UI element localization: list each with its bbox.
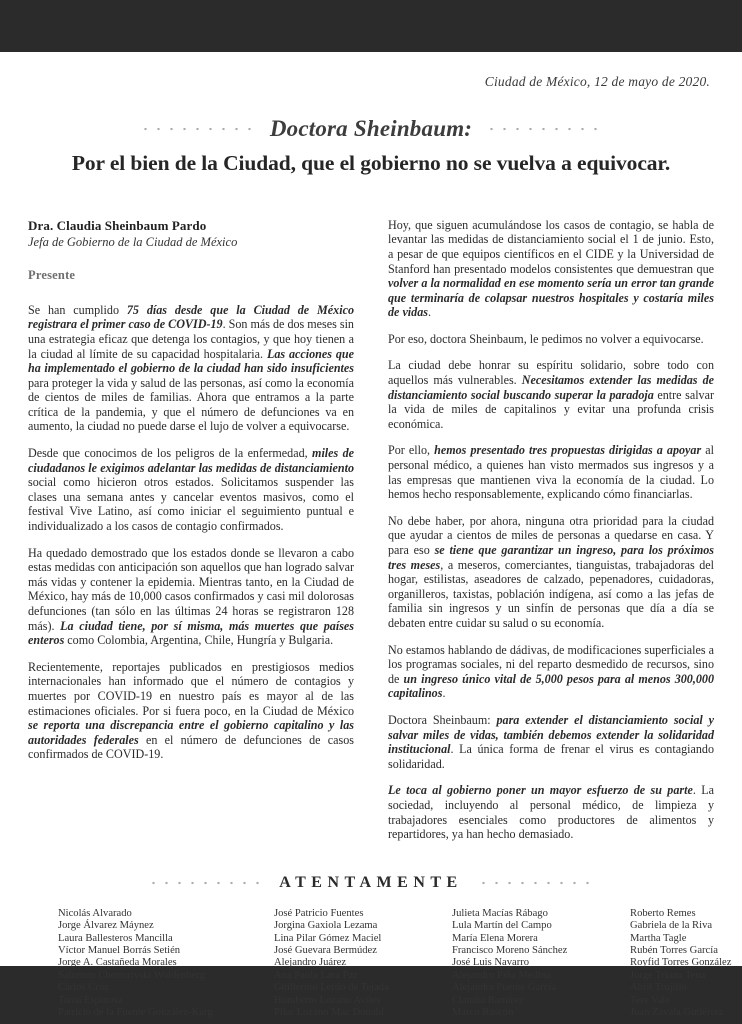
- signer-name: Víctor Manuel Borrás Setién: [58, 944, 181, 956]
- headline-block: [28, 116, 714, 176]
- plain-text: social como hicieron otros estados. Solicitamos suspender las clases una semana antes y cancelar eventos masivos, como el festival Vive Latino, así como iniciar el seguimiento puntual e individualizado a los casos de contagio confirmados.: [28, 475, 354, 534]
- signer-name: Abril Trujillo: [630, 982, 687, 994]
- body-paragraph: [388, 514, 714, 631]
- right-column: [388, 218, 714, 854]
- plain-text: al personal médico, a quienes han visto mermados sus ingresos y a las empresas que mantienen viva la economía de la ciudad. Lo hemos hecho responsablemente, explicando cómo financiarlas.: [388, 443, 714, 502]
- emphasis-text: volver a la normalidad en ese momento sería un error tan grande que terminaría de colapsar nuestros hospitales y costaría miles de vidas: [388, 276, 714, 320]
- plain-text: Desde que conocimos de los peligros de la enfermedad,: [28, 446, 313, 461]
- emphasis-text: se tiene que garantizar un ingreso, para los próximos tres meses: [388, 543, 714, 572]
- signer-name: Claudia Ramírez: [452, 994, 524, 1006]
- signers-block: [28, 907, 732, 1020]
- plain-text: Hoy, que siguen acumulándose los casos de contagio, se habla de levantar las medidas de distanciamiento social el 1 de junio. Esto, a pesar de que equipos científicos en el CIDE y la Universidad de Stanford han presentado modelos consistentes que demuestran que: [388, 217, 714, 276]
- signers-column-1: [42, 908, 264, 1020]
- body-columns: [28, 218, 714, 854]
- signer-name: Alejandra Puente García: [452, 982, 557, 994]
- plain-text: Recientemente, reportajes publicados en prestigiosos medios internacionales han informado que el número de contagios y muertes por COVID-19 en nuestro país es mayor al de las estimaciones oficiales. Por si fuera poco, en la Ciudad de México: [28, 659, 354, 718]
- plain-text: . Son más de dos meses sin una estrategia eficaz que detenga los contagios, y que hoy tienen a la ciudad al límite de su capacidad hospitalaria.: [28, 317, 354, 361]
- emphasis-text: hemos presentado tres propuestas dirigidas a apoyar: [434, 443, 702, 458]
- emphasis-text: Le toca al gobierno poner un mayor esfuerzo de su parte: [388, 783, 693, 798]
- closing-heading-row: [28, 874, 714, 892]
- emphasis-text: un ingreso único vital de 5,000 pesos para al menos 300,000 capitalinos: [388, 671, 714, 701]
- dot-leader-right-2-icon: [477, 881, 595, 885]
- plain-text: para proteger la vida y salud de las personas, así como la economía de cientos de miles de familias. Ahora que entramos a la parte crítica de la pandemia, y que el número de defunciones va en aumento, la ciudad no puede darse el lujo de volver a equivocarse.: [28, 375, 354, 434]
- dot-leader-left-icon: [139, 127, 257, 131]
- plain-text: Por ello,: [388, 443, 435, 458]
- emphasis-text: Las acciones que ha implementado el gobierno de la ciudad han sido insuficientes: [28, 346, 354, 376]
- body-paragraph: [388, 358, 714, 431]
- signer-name: Lula Martín del Campo: [452, 920, 552, 932]
- plain-text: . La sociedad, incluyendo al personal médico, de limpieza y trabajadores esenciales como productores de alimentos y repartidores, ya han hecho demasiado.: [388, 783, 714, 842]
- signer-name: Jorge Álvarez Máynez: [58, 920, 154, 932]
- signer-name: Humberto Lozano Avilés: [274, 994, 381, 1006]
- body-paragraph: [28, 660, 354, 762]
- page-title: Por el bien de la Ciudad, que el gobierno no se vuelva a equivocar.: [71, 151, 671, 175]
- plain-text: Ha quedado demostrado que los estados donde se llevaron a cabo estas medidas con anticipación son aquellos que han logrado salvar más vidas y contener la epidemia. Mientras tanto, en la Ciudad de México, hay más de 10,000 casos confirmados y casi mil dolorosas defunciones (tan sólo en las últimas 24 horas se registraron 128 más).: [28, 545, 354, 633]
- kicker-row: [28, 116, 714, 142]
- addressee-name: Dra. Claudia Sheinbaum Pardo: [28, 217, 207, 233]
- signer-name: Tere Vale: [630, 994, 670, 1006]
- body-paragraph: [28, 446, 354, 534]
- letter-page: [0, 52, 742, 1018]
- emphasis-text: 75 días desde que la Ciudad de México registrara el primer caso de COVID-19: [28, 302, 354, 332]
- body-paragraph: [388, 443, 714, 501]
- plain-text: como Colombia, Argentina, Chile, Hungría y Bulgaria.: [64, 633, 334, 648]
- plain-text: La ciudad debe honrar su espíritu solidario, sobre todo con aquellos más vulnerables.: [388, 358, 714, 388]
- emphasis-text: para extender el distanciamiento social y salvar miles de vidas, también debemos extender la solidaridad institucional: [388, 712, 714, 757]
- signer-name: Lina Pilar Gómez Maciel: [274, 932, 382, 944]
- signer-name: Tania Espinosa: [58, 994, 123, 1006]
- plain-text: Doctora Sheinbaum:: [388, 712, 497, 727]
- signer-name: Guillermo Lerdo de Tejada: [274, 982, 389, 994]
- signer-name: Laura Ballesteros Mancilla: [58, 932, 173, 944]
- signer-name: Jorgina Gaxiola Lezama: [274, 920, 378, 932]
- signer-name: Gabriela de la Riva: [630, 920, 713, 932]
- top-letterbox-bar: [0, 0, 742, 52]
- signer-name: Roberto Remes: [630, 907, 696, 919]
- plain-text: entre salvar la vida de miles de capitalinos y evitar una profunda crisis económica.: [388, 387, 714, 431]
- dateline: Ciudad de México, 12 de mayo de 2020.: [484, 74, 710, 89]
- signer-name: Jorge A. Castañeda Morales: [58, 957, 177, 969]
- signers-column-2: [274, 908, 442, 1020]
- body-paragraph: [388, 783, 714, 841]
- signers-column-4: [630, 907, 732, 1020]
- plain-text: .: [442, 686, 446, 701]
- signer-name: José Guevara Bermúdez: [274, 944, 377, 956]
- plain-text: No debe haber, por ahora, ninguna otra prioridad para la ciudad que ayudar a cientos de miles de personas a quedarse en casa. Y para eso: [388, 513, 714, 557]
- signer-name: María Elena Morera: [452, 932, 538, 944]
- body-paragraph: [28, 546, 354, 648]
- plain-text: en el número de defunciones de casos confirmados de COVID-19.: [28, 732, 354, 762]
- signer-name: Nicolás Alvarado: [58, 907, 132, 919]
- body-paragraph: [388, 643, 714, 701]
- signer-name: Martha Tagle: [630, 932, 687, 944]
- signers-column-3: [452, 908, 620, 1020]
- signer-name: Ana Paola Lara Paz: [274, 969, 358, 981]
- right-column-paragraphs: [388, 218, 714, 842]
- plain-text: No estamos hablando de dádivas, de modificaciones superficiales a los programas sociales, ni del reparto desmedido de recursos, sino de: [388, 642, 714, 686]
- signer-name: Patricio de la Fuente González-Karg: [58, 1006, 213, 1018]
- salutation: Presente: [28, 267, 76, 282]
- signer-name: Salomón Chertorivski Woldenberg: [58, 969, 206, 981]
- emphasis-text: Necesitamos extender las medidas de distanciamiento social buscando superar la paradoja: [388, 373, 714, 402]
- plain-text: .: [427, 305, 431, 320]
- emphasis-text: La ciudad tiene, por sí misma, más muertes que países enteros: [28, 618, 354, 648]
- plain-text: . La única forma de frenar el virus es contagiando solidaridad.: [388, 742, 714, 771]
- signer-name: Alejandro Juárez: [274, 957, 347, 969]
- emphasis-text: se reporta una discrepancia entre el gobierno capitalino y las autoridades federales: [28, 718, 354, 747]
- signer-name: Francisco Moreno Sánchez: [452, 944, 568, 956]
- emphasis-text: miles de ciudadanos le exigimos adelantar las medidas de distanciamiento: [28, 446, 355, 475]
- addressee-role: Jefa de Gobierno de la Ciudad de México: [28, 234, 238, 249]
- signer-name: Jorge Triana Tena: [630, 969, 706, 981]
- signer-name: Carlos Cruz: [58, 982, 109, 994]
- signer-name: Rubén Torres García: [630, 944, 718, 956]
- signer-name: Pilar Lozano Mac Donald: [274, 1006, 384, 1018]
- signer-name: Juan Zavala Gutiérrez: [630, 1006, 724, 1018]
- left-column: [28, 218, 354, 854]
- signer-name: Royfid Torres González: [630, 957, 732, 969]
- body-paragraph: [388, 332, 714, 347]
- plain-text: Se han cumplido: [28, 302, 127, 317]
- signer-name: Marco Rascón: [452, 1006, 514, 1018]
- dot-leader-left-2-icon: [147, 881, 265, 885]
- signer-name: José Luis Navarro: [452, 957, 530, 969]
- dot-leader-right-icon: [485, 127, 603, 131]
- body-paragraph: [388, 713, 714, 771]
- closing-heading: ATENTAMENTE: [279, 873, 463, 891]
- body-paragraph: [28, 303, 354, 434]
- signer-name: Julieta Macías Rábago: [452, 907, 548, 919]
- signer-name: Alejandro Piña Medina: [452, 969, 551, 981]
- plain-text: , a meseros, comerciantes, tianguistas, trabajadoras del hogar, estilistas, aseadores de calzado, pepenadores, cuidadoras, organilleros, taxistas, población indígena, así como a las jefas de familia sin ingresos y un sinfín de personas que día a día se debaten entre cuidar su salud o su economía.: [388, 557, 714, 630]
- kicker-text: Doctora Sheinbaum:: [269, 116, 473, 141]
- left-column-paragraphs: [28, 303, 354, 762]
- signer-name: José Patricio Fuentes: [274, 907, 364, 919]
- body-paragraph: [388, 218, 714, 320]
- plain-text: Por eso, doctora Sheinbaum, le pedimos no volver a equivocarse.: [388, 331, 704, 346]
